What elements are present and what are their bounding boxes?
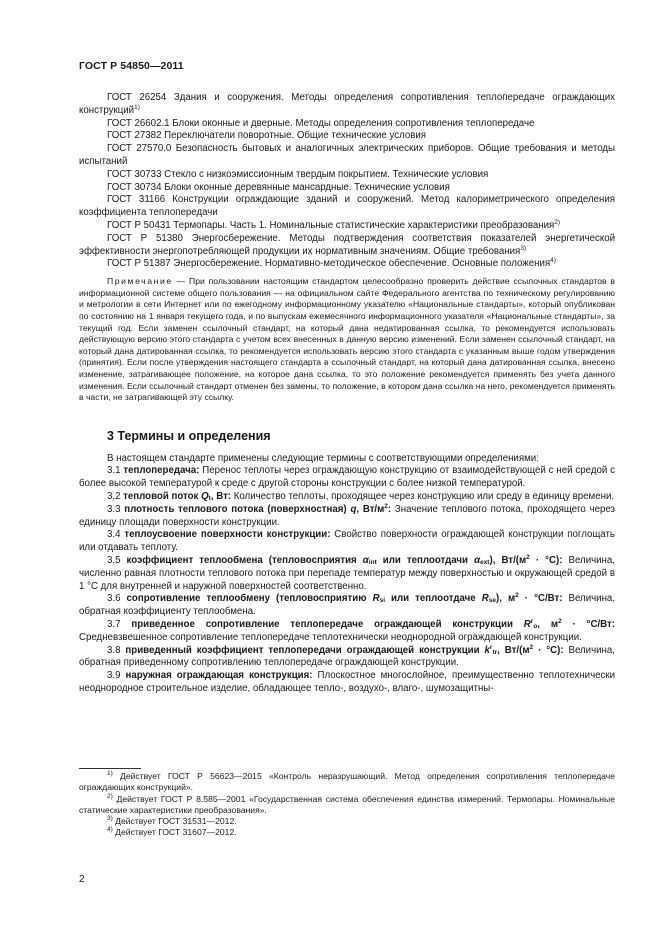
term-definition: 3.7 приведенное сопротивление теплопередаче ограждающей конструкции $R^r_o$, $м^2 \cdot ^\circ С/Вт$: Средневзвешенное сопротивление теплопередаче теплотехнически неоднородной ограждающей конструкции. bbox=[79, 618, 616, 643]
term-name: теплоусвоение поверхности конструкции: bbox=[124, 529, 331, 541]
term-name: приведенный коэффициент теплопередачи ограждающей конструкции $k^r_{tr}$, $Вт/(м^2 \cdot ^\circ С)$: bbox=[125, 643, 564, 656]
term-name: приведенное сопротивление теплопередаче ограждающей конструкции $R^r_o$, $м^2 \cdot ^\circ С/Вт$: bbox=[131, 618, 616, 631]
footnote: $^{2)}$ Действует ГОСТ Р 8.585—2001 «Государственная система обеспечения единства измерений. Термопары. Номинальные статические характеристики преобразования». bbox=[79, 792, 615, 815]
term-definition: 3.8 приведенный коэффициент теплопередачи ограждающей конструкции $k^r_{tr}$, $Вт/(м^2 \cdot ^\circ С)$: Величина, обратная приведенному сопротивлению теплопередаче ограждающей конструкции. bbox=[79, 643, 615, 669]
reference-item: ГОСТ Р 50431 Термопары. Часть 1. Номинальные статистические характеристики преобразования$^{2)}$ bbox=[107, 218, 561, 231]
term-definition: 3.9 наружная ограждающая конструкция: Плоскостное многослойное, преимущественно теплотехнически неоднородное строительное изделие, обладающее тепло-, воздухо-, влаго-, шумозащитны- bbox=[79, 670, 615, 695]
document-header: ГОСТ Р 54850—2011 bbox=[79, 60, 184, 72]
footnote: $^{4)}$ Действует ГОСТ 31607—2012. bbox=[107, 826, 237, 838]
reference-item: ГОСТ 26602.1 Блоки оконные и дверные. Методы определения сопротивления теплопередаче bbox=[107, 117, 535, 129]
document-body bbox=[79, 92, 615, 696]
term-definition: 3.3 плотность теплового потока (поверхностная) q, $Вт/м^2$: Значение теплового потока, проходящего через единицу площади поверхности конструкции. bbox=[79, 502, 615, 528]
reference-item: ГОСТ Р 51387 Энергосбережение. Нормативно-методическое обеспечение. Основные положения$^{4)}$ bbox=[107, 257, 556, 270]
footnote: $^{3)}$ Действует ГОСТ 31531—2012. bbox=[107, 815, 237, 827]
term-name: наружная ограждающая конструкция: bbox=[125, 670, 313, 682]
note-paragraph bbox=[79, 276, 615, 404]
term-name: тепловой поток $Q_t$, Вт: bbox=[123, 491, 232, 503]
note-label: Примечание bbox=[107, 276, 173, 287]
term-name: сопротивление теплообмену (тепловосприятию $R_{si}$ или теплоотдаче $R_{se}$), $м^2 \cdot ^\circ С/Вт$: bbox=[126, 592, 563, 605]
footnote-separator bbox=[79, 768, 141, 769]
section-title: 3 Термины и определения bbox=[107, 428, 271, 443]
normative-references-list bbox=[79, 92, 615, 271]
term-definition: 3.5 коэффициент теплообмена (тепловосприятия $\alpha_{int}$ или теплоотдачи $\alpha_{ext}$), $Вт/(м^2 \cdot ^\circ С)$: Величина, численно равная плотности теплового потока при перепаде температур между поверхностью и окружающей средой в 1 °С для внутренней и наружной поверхностей соответственно. bbox=[79, 554, 615, 592]
reference-item: ГОСТ 30733 Стекло с низкоэмиссионным твердым покрытием. Технические условия bbox=[107, 168, 489, 180]
footnotes bbox=[79, 771, 615, 839]
term-name: коэффициент теплообмена (тепловосприятия $\alpha_{int}$ или теплоотдачи $\alpha_{ext}$), $Вт/(м^2 \cdot ^\circ С)$: bbox=[126, 554, 563, 567]
reference-item: ГОСТ 31166 Конструкции ограждающие зданий и сооружений. Метод калориметрического определения коэффициента теплопередачи bbox=[79, 194, 615, 219]
footnote-ref: 4) bbox=[550, 257, 556, 265]
term-name: теплопередача: bbox=[123, 465, 200, 477]
footnote: $^{1)}$ Действует ГОСТ Р 56623—2015 «Контроль неразрушающий. Метод определения сопротивления теплопередаче ограждающих конструкций». bbox=[79, 770, 615, 793]
term-definition: 3.1 теплопередача: Перенос теплоты через ограждающую конструкцию от взаимодействующей с ней средой с более высокой температурой к среде с другой стороны конструкции с более низкой температурой. bbox=[79, 465, 615, 490]
reference-item: ГОСТ 27382 Переключатели поворотные. Общие технические условия bbox=[107, 130, 427, 142]
reference-item: ГОСТ Р 51380 Энергосбережение. Методы подтверждения соответствия показателей энергетической эффективности энергопотребляющей продукции их нормативным значениям. Общие требования$^{3)}$ bbox=[79, 232, 615, 257]
footnote-ref: 3) bbox=[520, 244, 527, 252]
footnote-ref: 1) bbox=[134, 103, 140, 111]
term-definition: 3.4 теплоусвоение поверхности конструкции: Свойство поверхности ограждающей конструкции поглощать или отдавать теплоту. bbox=[79, 529, 615, 554]
section-intro: В настоящем стандарте применены следующие термины с соответствующими определениями: bbox=[107, 452, 539, 464]
term-definition: 3.6 сопротивление теплообмену (тепловосприятию $R_{si}$ или теплоотдаче $R_{se}$), $м^2 \cdot ^\circ С/Вт$: Величина, обратная коэффициенту теплообмена. bbox=[79, 592, 616, 618]
page-number: 2 bbox=[79, 874, 85, 885]
note-text: — При пользовании настоящим стандартом целесообразно проверить действие ссылочных стандартов в информационной системе общего пользования — на официальном сайте Федерального агентства по техническому регулированию и метрологии в сети Интернет или по ежегодному информационному указателю «Национальные стандарты», который опубликован по состоянию на 1 января текущего года, и по выпускам ежемесячного информационного указателя «Национальные стандарты», за текущий год. Если заменен ссылочный стандарт, на который дана недатированная ссылка, то рекомендуется использовать действующую версию этого стандарта с учетом всех внесенных в данную версию изменений. Если заменен ссылочный стандарт, на который дана датированная ссылка, то рекомендуется использовать версию этого стандарта с указанным выше годом утверждения (принятия). Если после утверждения настоящего стандарта в ссылочный стандарт, на который дана датированная ссылка, внесено изменение, затрагивающее положение, на которое дана ссылка, то это положение рекомендуется применять без учета данного изменения. Если ссылочный стандарт отменен без замены, то положение, в котором дана ссылка на него, рекомендуется применять в части, не затрагивающей эту ссылку. bbox=[79, 276, 615, 403]
reference-item: ГОСТ 26254 Здания и сооружения. Методы определения сопротивления теплопередаче ограждающих конструкций$^{1)}$ bbox=[79, 92, 615, 116]
reference-item: ГОСТ 30734 Блоки оконные деревянные мансардные. Технические условия bbox=[107, 181, 450, 193]
term-name: плотность теплового потока (поверхностная) q, $Вт/м^2$: bbox=[124, 502, 392, 515]
footnote-ref: 2) bbox=[554, 218, 561, 226]
term-definition: 3.2 тепловой поток $Q_t$, Вт: Количество теплоты, проходящее через конструкцию или среду в единицу времени. bbox=[107, 491, 615, 503]
reference-item: ГОСТ 27570.0 Безопасность бытовых и аналогичных электрических приборов. Общие требования и методы испытаний bbox=[79, 143, 615, 167]
